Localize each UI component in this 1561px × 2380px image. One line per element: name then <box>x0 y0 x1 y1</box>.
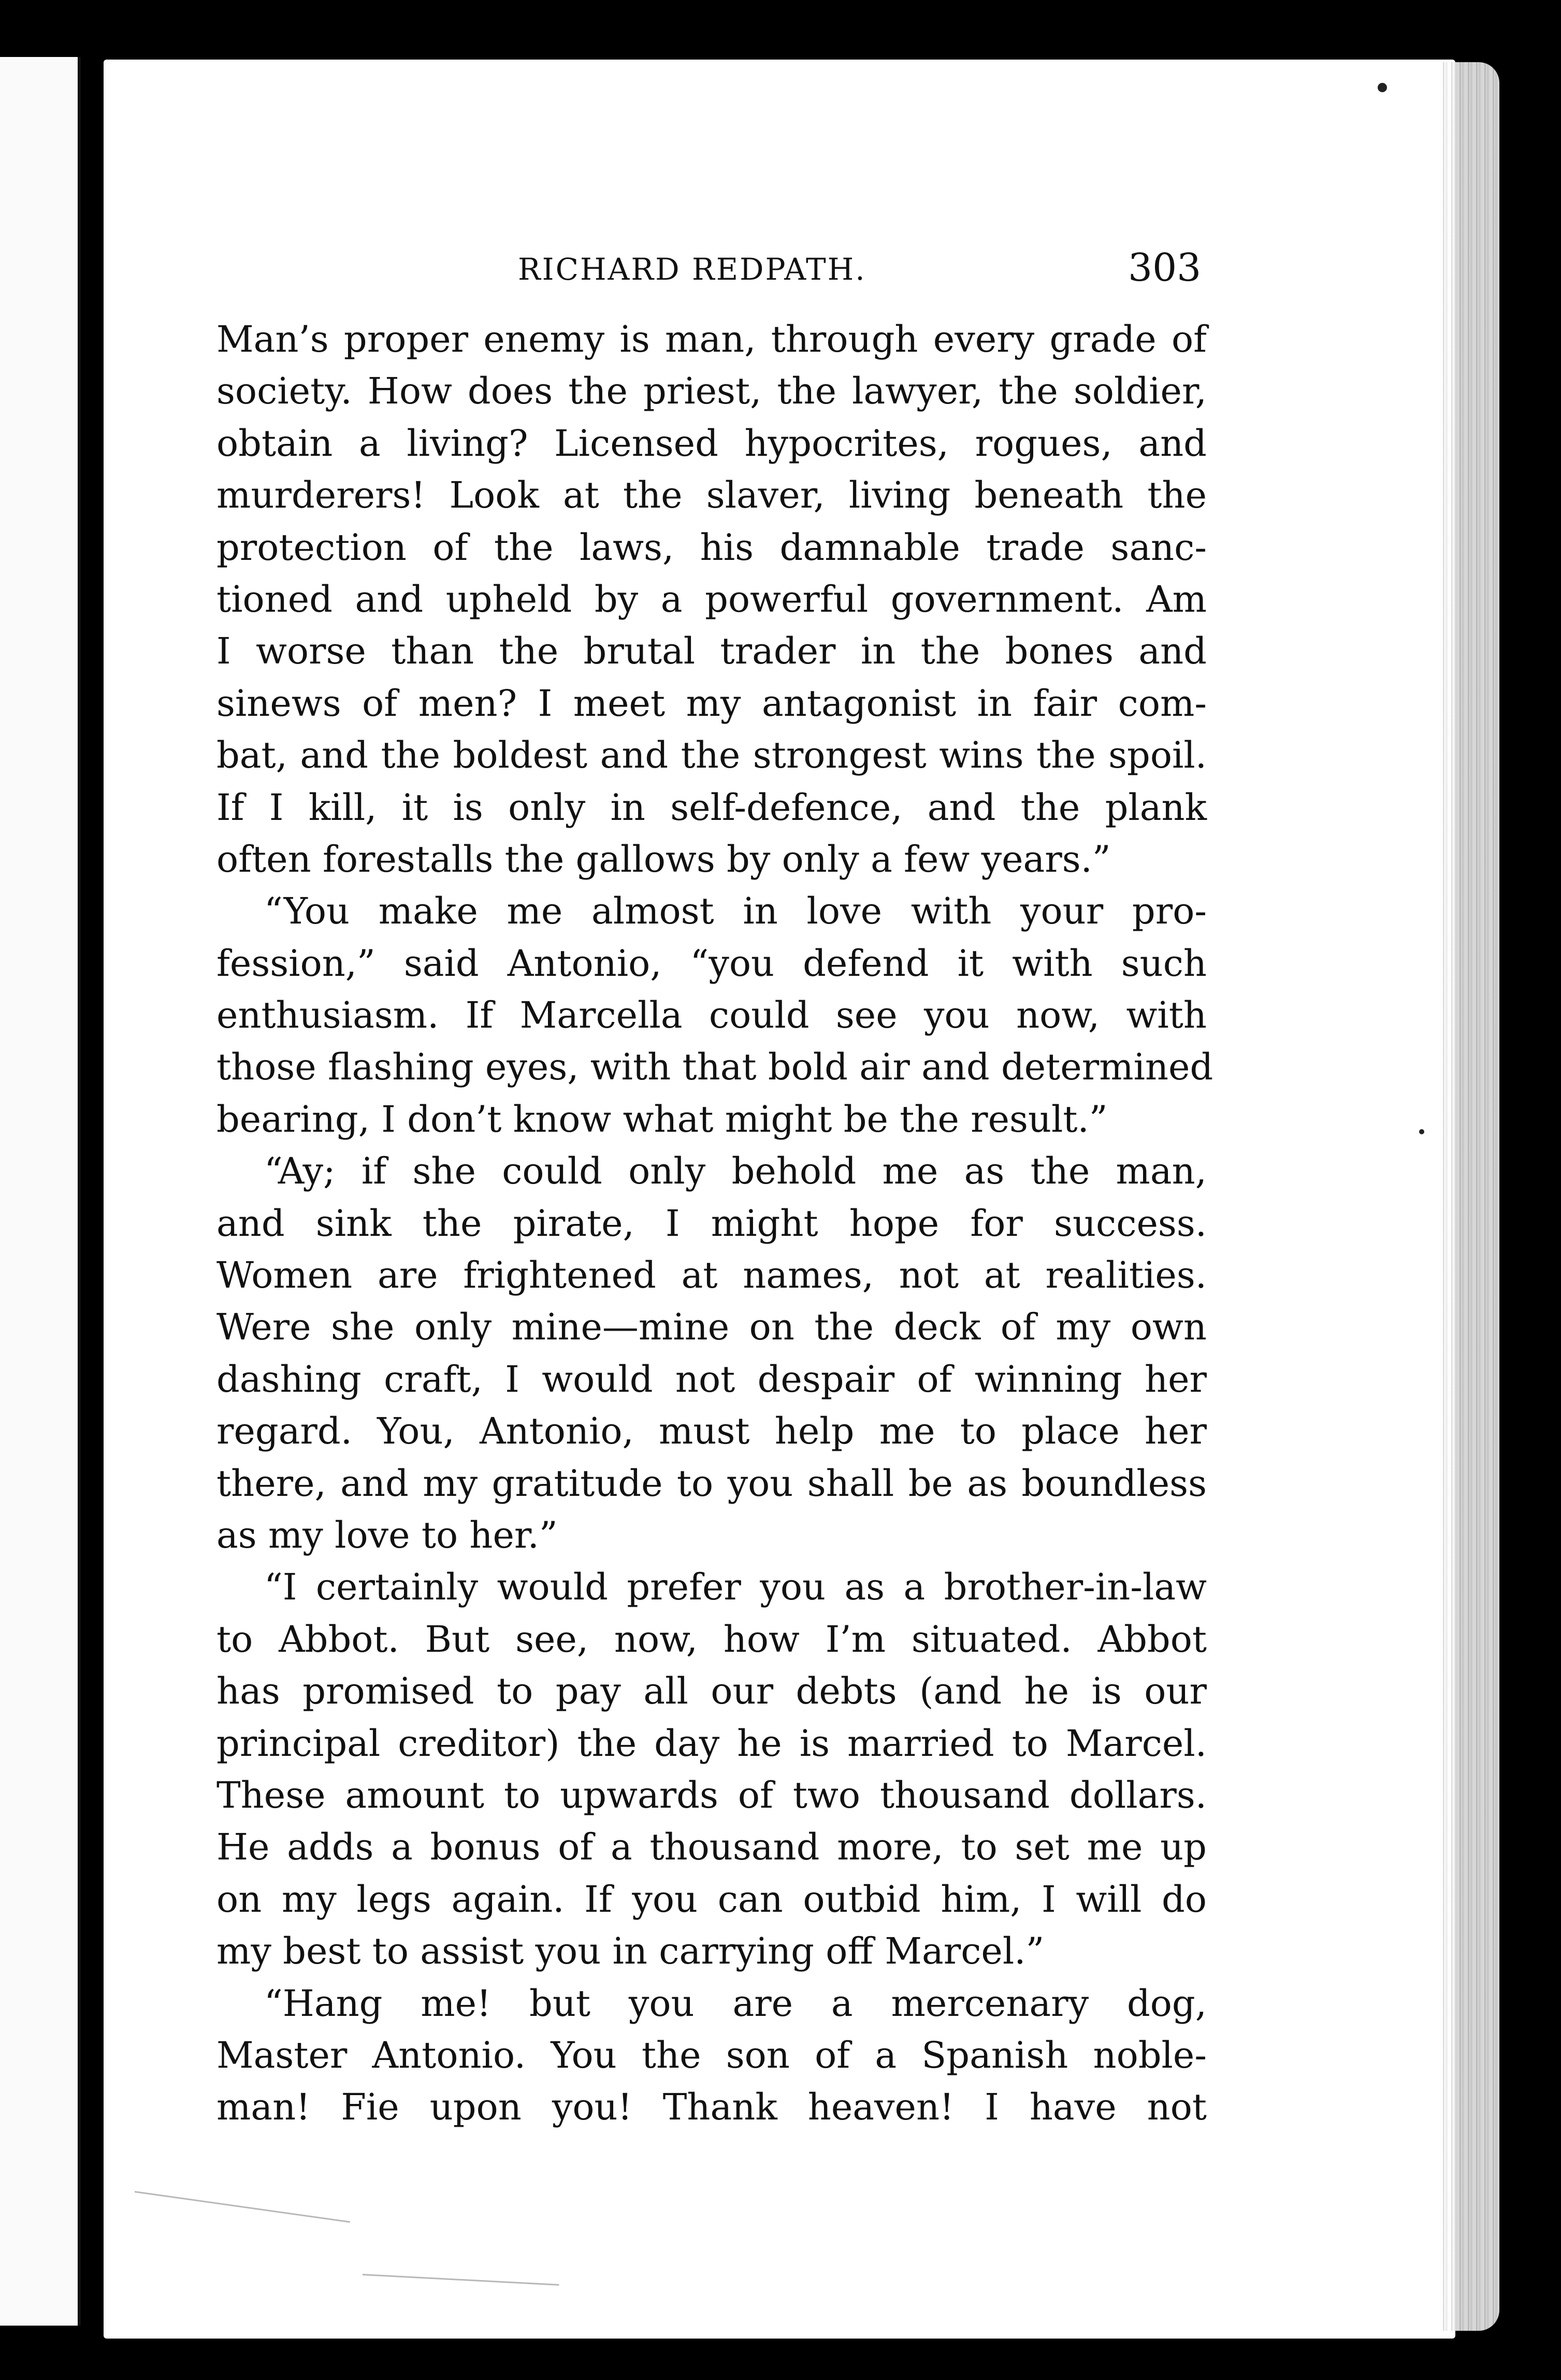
text-line: If I kill, it is only in self-defence, and the plank <box>216 786 1207 829</box>
text-line: to Abbot. But see, now, how I’m situated. Abbot <box>216 1618 1207 1661</box>
text-line: fession,” said Antonio, “you defend it with such <box>216 942 1207 985</box>
text-line: bearing, I don’t know what might be the result.” <box>216 1098 1108 1141</box>
text-line: on my legs again. If you can outbid him, I will do <box>216 1878 1207 1921</box>
text-line: dashing craft, I would not despair of winning her <box>216 1358 1207 1401</box>
text-line: “Ay; if she could only behold me as the man, <box>264 1150 1207 1193</box>
text-line: tioned and upheld by a powerful government. Am <box>216 578 1207 621</box>
text-line: and sink the pirate, I might hope for success. <box>216 1202 1207 1245</box>
text-line: protection of the laws, his damnable trade sanc- <box>216 526 1207 569</box>
text-line: “I certainly would prefer you as a brother-in-law <box>264 1566 1207 1609</box>
text-line: Man’s proper enemy is man, through every grade of <box>216 318 1207 360</box>
text-line: He adds a bonus of a thousand more, to set me up <box>216 1826 1207 1869</box>
text-line: society. How does the priest, the lawyer, the soldier, <box>216 370 1207 413</box>
text-line: has promised to pay all our debts (and he is our <box>216 1670 1207 1713</box>
text-line: as my love to her.” <box>216 1513 558 1556</box>
text-line: enthusiasm. If Marcella could see you now, with <box>216 994 1207 1037</box>
text-line: often forestalls the gallows by only a few years.” <box>216 838 1111 881</box>
text-line: sinews of men? I meet my antagonist in fair com- <box>216 682 1207 725</box>
text-line: Women are frightened at names, not at realities. <box>216 1254 1207 1297</box>
ink-speck <box>1419 1129 1424 1134</box>
text-line: man! Fie upon you! Thank heaven! I have not <box>216 2086 1207 2129</box>
text-line: principal creditor) the day he is married to Marcel. <box>216 1722 1207 1765</box>
running-head-title: RICHARD REDPATH. <box>518 252 866 287</box>
body-text <box>216 313 1213 2133</box>
text-line: bat, and the boldest and the strongest wins the spoil. <box>216 734 1207 777</box>
text-line: those flashing eyes, with that bold air and determined <box>216 1046 1213 1089</box>
text-line: obtain a living? Licensed hypocrites, rogues, and <box>216 422 1207 465</box>
text-line: “You make me almost in love with your pro- <box>264 890 1207 933</box>
text-line: “Hang me! but you are a mercenary dog, <box>264 1982 1207 2025</box>
text-line: Master Antonio. You the son of a Spanish noble- <box>216 2033 1207 2076</box>
text-line: Were she only mine—mine on the deck of my own <box>216 1306 1207 1349</box>
text-line: murderers! Look at the slaver, living beneath the <box>216 474 1207 517</box>
page-number: 303 <box>1128 246 1202 290</box>
ink-speck <box>1378 83 1387 92</box>
page-block-edge <box>1440 62 1499 2331</box>
running-head <box>0 246 1561 304</box>
text-line: my best to assist you in carrying off Marcel.” <box>216 1930 1045 1973</box>
text-line: regard. You, Antonio, must help me to place her <box>216 1410 1207 1453</box>
text-line: These amount to upwards of two thousand dollars. <box>216 1773 1207 1816</box>
text-line: there, and my gratitude to you shall be as boundless <box>216 1462 1207 1505</box>
text-line: I worse than the brutal trader in the bones and <box>216 630 1207 673</box>
facing-page-edge <box>0 57 81 2326</box>
